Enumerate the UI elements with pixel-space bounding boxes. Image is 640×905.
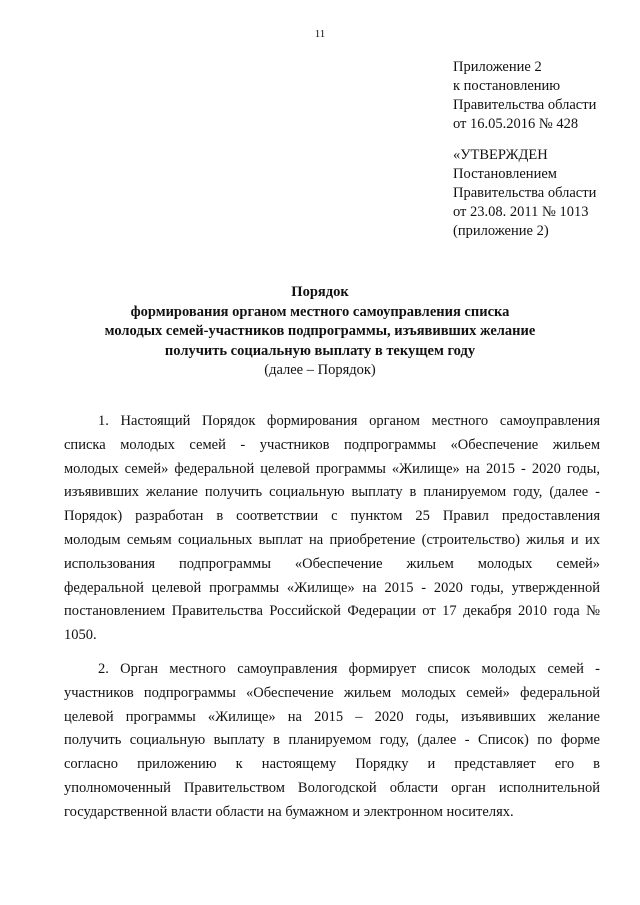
approval-stamp-block bbox=[453, 146, 633, 241]
approval-line: Правительства области bbox=[453, 185, 597, 201]
paragraph-line: молодых семей» федеральной целевой программы «Жилище» на 2015 - 2020 годы, bbox=[64, 460, 600, 477]
title-note: (далее – Порядок) bbox=[264, 362, 376, 378]
paragraph-line: постановлением Правительства Российской Федерации от 17 декабря 2010 года № bbox=[64, 603, 600, 620]
appendix-line: Правительства области bbox=[453, 97, 597, 113]
paragraph-line: согласно приложению к настоящему Порядку и представляет его в bbox=[64, 756, 600, 773]
paragraph-1 bbox=[64, 410, 600, 648]
title-line: молодых семей-участников подпрограммы, изъявивших желание bbox=[104, 323, 536, 339]
title-line: формирования органом местного самоуправления списка bbox=[130, 303, 510, 320]
paragraph-line: Порядок) разработан в соответствии с пунктом 25 Правил предоставления bbox=[64, 508, 600, 525]
appendix-line: к постановлению bbox=[453, 78, 561, 94]
paragraph-line: списка молодых семей - участников подпрограммы «Обеспечение жильем bbox=[64, 436, 600, 453]
approval-line: (приложение 2) bbox=[453, 223, 549, 239]
approval-line: «УТВЕРЖДЕН bbox=[453, 147, 548, 163]
title-line: получить социальную выплату в текущем году bbox=[164, 342, 476, 359]
appendix-line: от 16.05.2016 № 428 bbox=[453, 116, 579, 132]
approval-line: Постановлением bbox=[453, 166, 557, 182]
paragraph-line: молодым семьям социальных выплат на приобретение (строительство) жилья и их bbox=[64, 531, 600, 548]
paragraph-line: уполномоченный Правительством Вологодской области орган исполнительной bbox=[64, 779, 600, 796]
approval-line: от 23.08. 2011 № 1013 bbox=[453, 204, 589, 220]
paragraph-line: использования подпрограммы «Обеспечение жильем молодых семей» bbox=[64, 555, 600, 572]
paragraph-line: государственной власти области на бумажном и электронном носителях. bbox=[64, 803, 514, 820]
appendix-line: Приложение 2 bbox=[453, 59, 542, 75]
paragraph-line: 1050. bbox=[64, 627, 97, 644]
document-body bbox=[64, 410, 600, 835]
paragraph-line: получить социальную выплату в планируемом году, (далее - Список) по форме bbox=[64, 732, 600, 749]
paragraph-line: федеральной целевой программы «Жилище» на 2015 - 2020 годы, утвержденной bbox=[64, 579, 600, 596]
paragraph-2 bbox=[64, 658, 600, 825]
page-number: 11 bbox=[314, 28, 326, 40]
paragraph-line: 1. Настоящий Порядок формирования органом местного самоуправления bbox=[98, 413, 600, 429]
paragraph-line: целевой программы «Жилище» на 2015 – 2020 годы, изъявивших желание bbox=[64, 708, 600, 725]
document-title bbox=[0, 283, 640, 381]
appendix-reference-block bbox=[453, 58, 633, 134]
title-heading: Порядок bbox=[291, 284, 349, 300]
paragraph-line: 2. Орган местного самоуправления формирует список молодых семей - bbox=[98, 660, 600, 677]
paragraph-line: изъявивших желание получить социальную выплату в планируемом году, (далее - bbox=[64, 484, 600, 501]
paragraph-line: участников подпрограммы «Обеспечение жильем молодых семей» федеральной bbox=[64, 684, 600, 701]
